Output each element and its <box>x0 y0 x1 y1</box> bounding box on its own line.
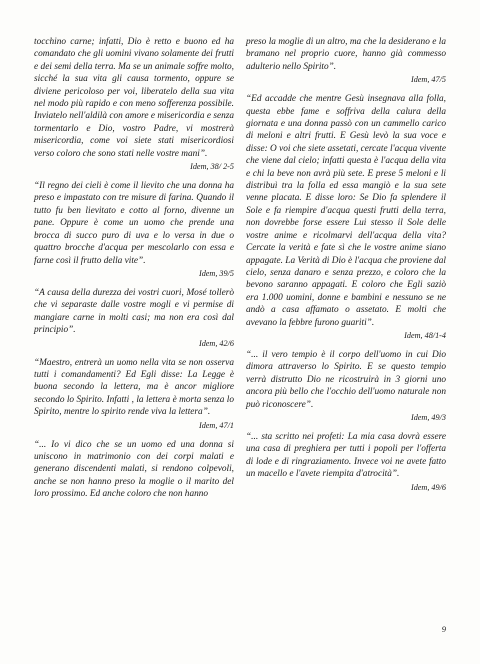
quote-block <box>34 180 234 279</box>
quote-block <box>34 357 234 431</box>
left-column <box>34 36 234 501</box>
quote-block <box>34 287 234 349</box>
quote-source: Idem, 49/6 <box>410 482 446 492</box>
quote-source: Idem, 47/1 <box>198 420 234 430</box>
quote-block <box>246 36 446 85</box>
quote-text: tocchino carne; infatti, Dio è retto e buono ed ha comandato che gli uomini vivano solamente dei frutti e dei semi della terra. Ma se un animale soffre molto, sicché la sua vita gli causa tormento, oppure se diviene pericoloso per voi, liberatelo della sua vita nel modo più rapido e con meno sofferenza possibile. Inviatelo nell'aldilà con amore e misericordia e senza tormentarlo e Dio, vostro Padre, vi mostrerà misericordia, come voi siete stati misericordiosi verso coloro che sono stati nelle vostre mani”. <box>34 37 234 159</box>
quote-text: “A causa della durezza dei vostri cuori, Mosé tollerò che vi separaste dalle vostre mogli e vi permise di mangiare carne in molti casi; ma non era così dal principio”. <box>34 287 234 336</box>
quote-text: “... il vero tempio è il corpo dell'uomo in cui Dio dimora attraverso lo Spirito. E se questo tempio verrà distrutto Dio ne ricostruirà in 3 giorni uno ancora più bello che l'occhio dell'uomo naturale non può riconoscere”. <box>246 349 446 410</box>
quote-source: Idem, 47/5 <box>410 75 446 85</box>
quote-source: Idem, 49/3 <box>410 412 446 422</box>
right-column <box>246 36 446 501</box>
quote-text: “Il regno dei cieli è come il lievito che una donna ha preso e impastato con tre misure di farina. Quando il tutto fu ben lievitato e cotto al forno, divenne un pane. Oppure è come un uomo che prende una brocca di succo puro di uva e lo versa in due o quattro brocche d'acqua per mescolarlo con essa e farne così il frutto della vite”. <box>34 181 234 266</box>
quote-block <box>34 36 234 172</box>
quote-source: Idem, 39/5 <box>198 268 234 278</box>
page-number: 9 <box>441 624 446 634</box>
quote-block <box>246 93 446 341</box>
quote-text: “... sta scritto nei profeti: La mia casa dovrà essere una casa di preghiera per tutti i popoli per l'offerta di lode e di ringraziamento. Invece voi ne avete fatto un macello e l'avete riempita d'atrocità”. <box>246 431 446 480</box>
two-column-body <box>34 36 446 501</box>
quote-text: “Maestro, entrerà un uomo nella vita se non osserva tutti i comandamenti? Ed Egli disse: La Legge è buona secondo la lettera, ma è ancor migliore secondo lo Spirito. Infatti , la lettera è morta senza lo Spirito, mentre lo spirito rende viva la lettera”. <box>34 357 234 418</box>
quote-text: “Ed accadde che mentre Gesù insegnava alla folla, questa ebbe fame e soffriva della calura della giornata e una donna passò con un cammello carico di meloni e altri frutti. E Gesù levò la sua voce e disse: O voi che siete assetati, cercate l'acqua vivente che viene dal cielo; infatti questa è l'acqua della vita e chi la beve non avrà più sete. E prese 5 meloni e li distribuì tra la folla ed essa mangiò e la sua sete venne placata. E disse loro: Se Dio fa splendere il Sole e fa riempire d'acqua questi frutti della terra, non dovrebbe forse essere Lui stesso il Sole delle vostre anime e ricolmarvi dell'acqua della vita? Cercate la verità e fate sì che le vostre anime siano appagate. La Verità di Dio è l'acqua che proviene dal cielo, senza danaro e senza prezzo, e coloro che la bevono saranno appagati. E coloro che Egli saziò era 1.000 uomini, donne e bambini e nessuno se ne andò a casa affamato o assetato. E molti che avevano la febbre furono guariti”. <box>246 94 446 328</box>
quote-text: “... Io vi dico che se un uomo ed una donna si uniscono in matrimonio con dei corpi malati e generano discendenti malati, si rendono colpevoli, anche se non hanno preso la moglie o il marito del loro prossimo. Ed anche coloro che non hanno <box>34 439 234 500</box>
quote-source: Idem, 38/ 2-5 <box>190 162 234 172</box>
quote-source: Idem, 42/6 <box>198 338 234 348</box>
quote-text: preso la moglie di un altro, ma che la desiderano e la bramano nel proprio cuore, hanno già commesso adulterio nello Spirito”. <box>246 37 446 72</box>
quote-block <box>34 439 234 501</box>
quote-block <box>246 431 446 493</box>
quote-source: Idem, 48/1-4 <box>404 330 446 340</box>
quote-block <box>246 349 446 423</box>
